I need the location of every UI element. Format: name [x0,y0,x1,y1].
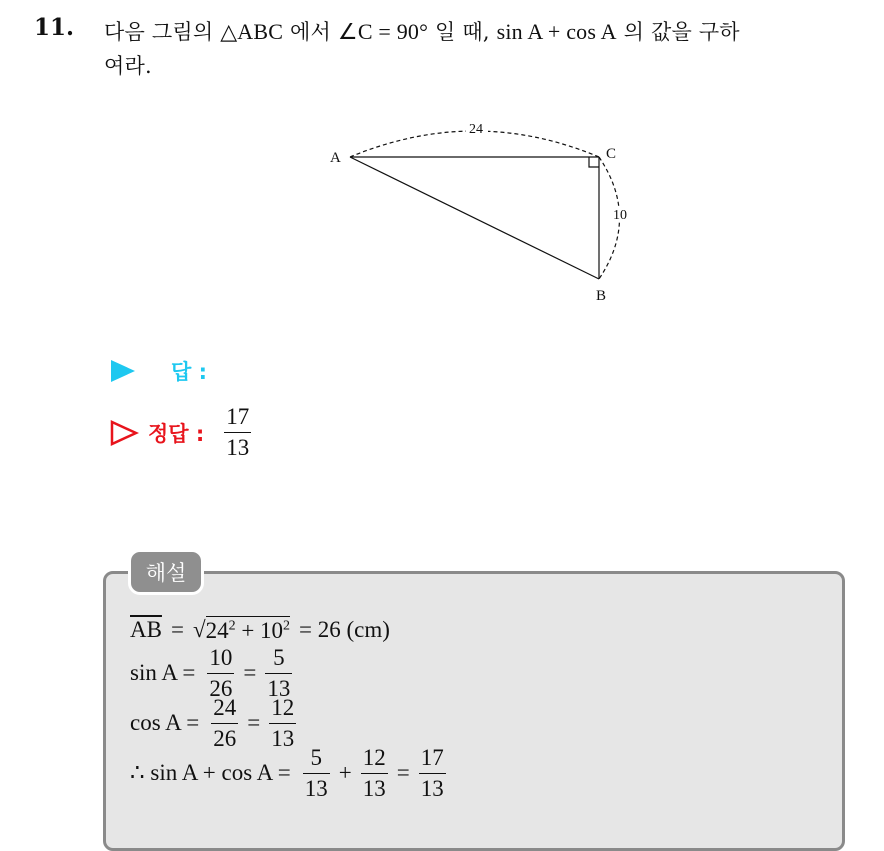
equals-sign: = [243,660,257,685]
cos-lhs: cos A = [130,710,200,735]
play-triangle-icon [108,357,138,385]
side-ab [350,157,599,279]
fraction-numerator: 5 [273,644,285,670]
plus-sign: + [338,760,352,785]
fraction-denominator: 13 [224,432,251,460]
radicand-term: 24 [205,618,229,643]
question-text-part: 일 때, [428,20,497,44]
solution-line-ab [130,612,830,648]
target-expression: sin A + cos A [496,19,617,44]
fraction [419,746,446,801]
question-text-part: 에서 [283,20,338,44]
solution-tab: 해설 [128,549,204,595]
fraction [361,746,388,801]
fraction [269,696,296,751]
triangle-symbol: △ABC [220,19,284,44]
fraction-denominator: 26 [207,673,234,701]
question-text-part: 의 값을 구하 [616,20,740,44]
solution-line-sin [130,644,830,701]
equals-sign: = [396,760,410,785]
vertex-label-b: B [596,288,607,304]
sum-lhs: ∴ sin A + cos A = [130,760,291,785]
fraction-denominator: 13 [361,773,388,801]
vertex-label-c: C [606,146,617,162]
answer-input-label[interactable]: 답 : [171,360,207,384]
fraction [303,746,330,801]
question-number: 11. [34,14,75,41]
plus-sign: + [235,618,261,643]
answer-input-row [108,356,207,386]
fraction [207,646,234,701]
sin-lhs: sin A = [130,660,196,685]
fraction-numerator: 12 [362,744,386,770]
fraction-numerator: 5 [310,744,322,770]
angle-condition: ∠C = 90° [337,19,429,44]
side-label-bc: 10 [613,208,627,223]
correct-answer-fraction [224,405,251,460]
fraction-denominator: 26 [211,723,238,751]
correct-answer-row [108,405,251,460]
radicand-term: 10 [260,618,284,643]
radicand [206,616,290,644]
fraction-denominator: 13 [269,723,296,751]
result-value: = 26 (cm) [299,617,390,642]
exponent: 2 [228,618,236,634]
equals-sign: = [247,710,261,735]
question-text-part: 다음 그림의 [104,20,221,44]
solution-line-cos [130,694,830,751]
side-label-ac: 24 [469,122,483,137]
fraction-numerator: 12 [271,694,295,720]
question-text-part: 여라. [104,54,152,78]
fraction [211,696,238,751]
right-angle-mark [589,157,599,167]
fraction-numerator: 10 [209,644,233,670]
fraction [265,646,292,701]
solution-line-sum [130,744,830,801]
fraction-numerator: 24 [213,694,237,720]
fraction-numerator: 17 [420,744,444,770]
vertex-label-a: A [330,150,341,166]
equals-sign: = [170,617,184,642]
segment-ab: $\overline{AB}$ [130,617,162,642]
fraction-denominator: 13 [419,773,446,801]
fraction-denominator: 13 [303,773,330,801]
correct-answer-label: 정답 : [148,421,205,446]
fraction-numerator: 17 [226,404,250,429]
sqrt-symbol: √ [192,617,206,642]
outline-triangle-icon [108,417,140,449]
exponent: 2 [283,618,291,634]
fraction-denominator: 13 [265,673,292,701]
solution-content [130,612,830,801]
